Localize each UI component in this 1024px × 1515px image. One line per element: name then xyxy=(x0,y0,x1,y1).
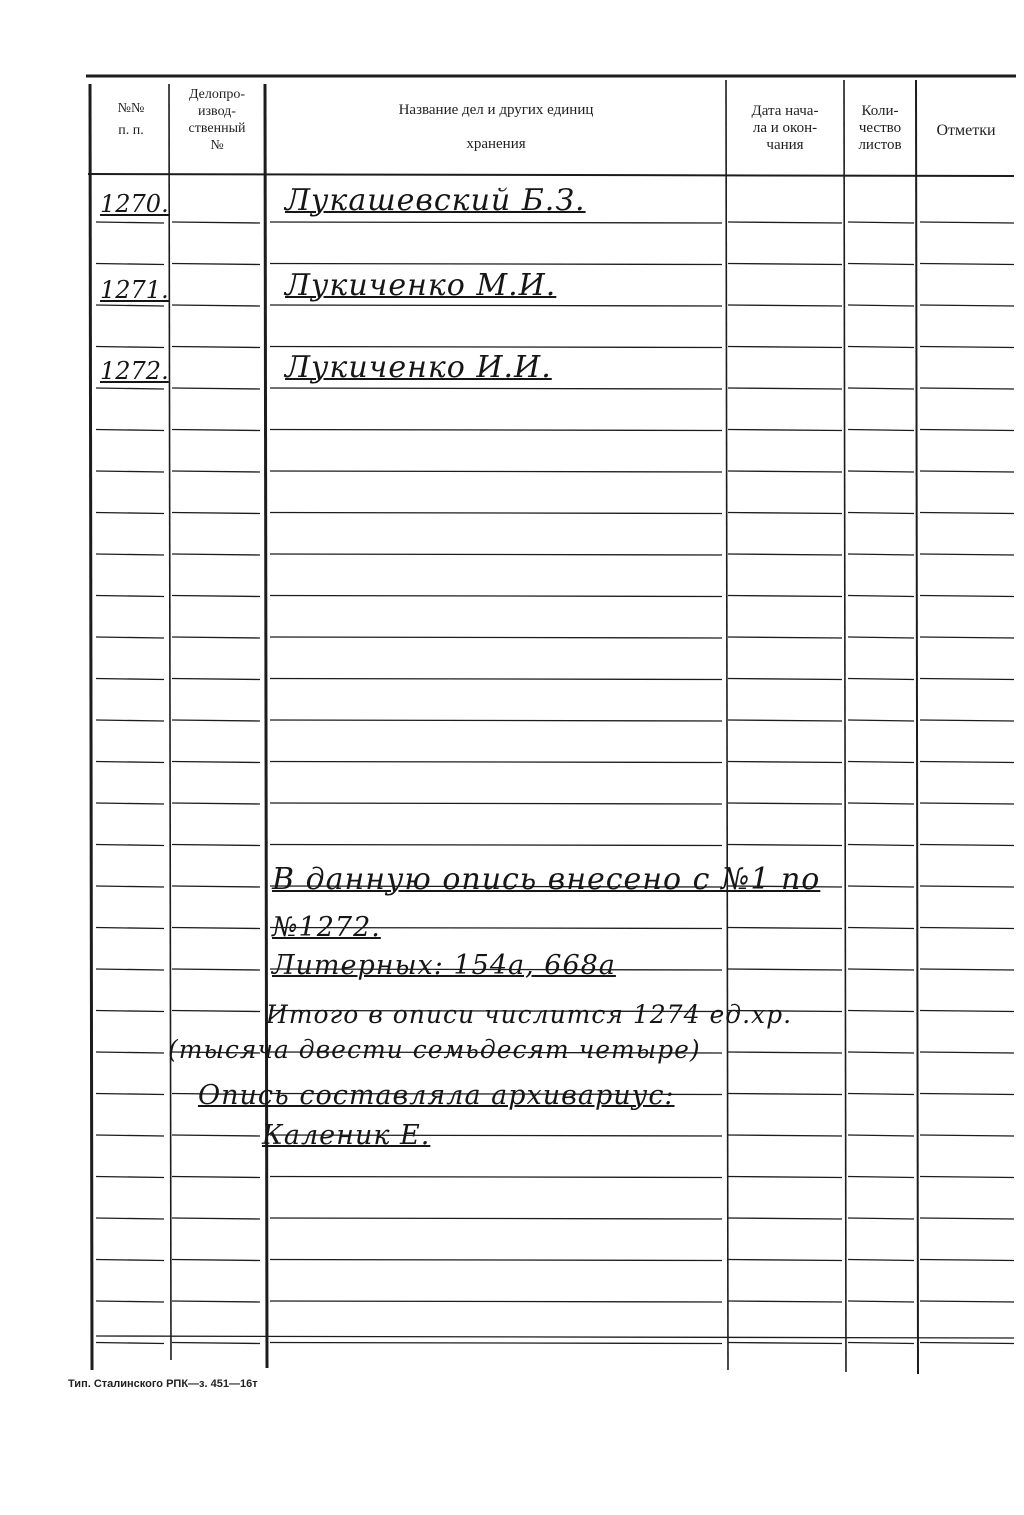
ruled-line xyxy=(848,762,914,763)
ruled-line xyxy=(848,845,914,846)
ruled-line xyxy=(96,1094,164,1095)
ruled-line xyxy=(172,886,260,887)
ruled-line xyxy=(920,803,1014,804)
ruled-line xyxy=(728,430,842,431)
ruled-line xyxy=(728,1260,842,1261)
ruled-line xyxy=(270,388,722,389)
ruled-line xyxy=(270,679,722,680)
ruled-line xyxy=(848,1177,914,1178)
ruled-line xyxy=(920,969,1014,970)
ruled-line xyxy=(96,720,164,721)
ruled-line xyxy=(96,969,164,970)
entry-title: Лукиченко М.И. xyxy=(285,268,557,303)
ruled-line xyxy=(920,305,1014,306)
closing-note-line: №1272. xyxy=(272,912,381,943)
ruled-line xyxy=(848,720,914,721)
ruled-line xyxy=(728,222,842,223)
header-title-line1: Название дел и других единиц xyxy=(398,102,594,118)
ruled-line xyxy=(848,388,914,389)
ruled-line xyxy=(920,1177,1014,1178)
ruled-line xyxy=(848,222,914,223)
ruled-line xyxy=(96,222,164,223)
ruled-line xyxy=(172,430,260,431)
column-divider xyxy=(169,84,171,1360)
ruled-line xyxy=(172,222,260,223)
ruled-line xyxy=(270,637,722,638)
ruled-line xyxy=(728,969,842,970)
closing-note-line: (тысяча двести семьдесят четыре) xyxy=(168,1035,701,1064)
ruled-line xyxy=(172,720,260,721)
ruled-line xyxy=(920,222,1014,223)
ruled-line xyxy=(848,305,914,306)
ruled-line xyxy=(270,430,722,431)
ruled-line xyxy=(848,347,914,348)
ruled-line xyxy=(920,347,1014,348)
ruled-line xyxy=(848,1052,914,1053)
entry-title: Лукиченко И.И. xyxy=(285,350,552,385)
ruled-line xyxy=(848,637,914,638)
ruled-line xyxy=(172,388,260,389)
ruled-line xyxy=(848,596,914,597)
closing-note-line: Каленик Е. xyxy=(262,1120,431,1151)
ruled-line xyxy=(920,637,1014,638)
ruled-line xyxy=(728,1094,842,1095)
ruled-line xyxy=(270,513,722,514)
ruled-line xyxy=(96,845,164,846)
ruled-line xyxy=(172,969,260,970)
ruled-line xyxy=(172,1343,260,1344)
ruled-line xyxy=(96,679,164,680)
ruled-line xyxy=(920,264,1014,265)
ruled-line xyxy=(270,347,722,348)
column-divider xyxy=(90,84,92,1370)
header-sheet-count: Коли- чество листов xyxy=(858,103,902,153)
ruled-line xyxy=(920,596,1014,597)
ruled-line xyxy=(920,762,1014,763)
ruled-line xyxy=(270,720,722,721)
column-divider xyxy=(726,80,728,1370)
ruled-line xyxy=(96,388,164,389)
ruled-line xyxy=(270,305,722,306)
column-divider xyxy=(916,80,918,1374)
ruled-line xyxy=(270,845,722,846)
ruled-line xyxy=(270,1343,722,1344)
ruled-line xyxy=(728,388,842,389)
ruled-line xyxy=(96,1177,164,1178)
header-bottom-rule xyxy=(88,174,1014,176)
ruled-line xyxy=(920,1135,1014,1136)
ruled-line xyxy=(96,1218,164,1219)
ruled-line xyxy=(920,1343,1014,1344)
ruled-line xyxy=(728,305,842,306)
ruled-line xyxy=(270,803,722,804)
ruled-line xyxy=(728,264,842,265)
ruled-line xyxy=(96,347,164,348)
ruled-line xyxy=(920,679,1014,680)
ruled-line xyxy=(920,388,1014,389)
ruled-line xyxy=(270,762,722,763)
ruled-line xyxy=(728,1052,842,1053)
ruled-line xyxy=(96,637,164,638)
ruled-line xyxy=(96,1301,164,1302)
ruled-line xyxy=(172,762,260,763)
header-number: №№ п. п. xyxy=(117,101,145,138)
ruled-line xyxy=(848,886,914,887)
ruled-line xyxy=(96,1343,164,1344)
ruled-line xyxy=(848,1343,914,1344)
ruled-line xyxy=(920,1094,1014,1095)
ruled-line xyxy=(728,554,842,555)
ruled-line xyxy=(96,513,164,514)
header-office-number: Делопро- извод- ственный № xyxy=(188,87,246,153)
ruled-line xyxy=(172,596,260,597)
entry-number: 1271. xyxy=(100,276,169,304)
ruled-line xyxy=(920,1260,1014,1261)
ruled-line xyxy=(270,264,722,265)
ruled-line xyxy=(172,1011,260,1012)
ruled-line xyxy=(172,1218,260,1219)
ruled-line xyxy=(728,679,842,680)
ruled-line xyxy=(172,305,260,306)
ruled-line xyxy=(728,596,842,597)
ruled-line xyxy=(728,928,842,929)
ruled-line xyxy=(270,596,722,597)
ruled-line xyxy=(96,803,164,804)
ruled-line xyxy=(920,1052,1014,1053)
header-notes: Отметки xyxy=(936,122,996,139)
ruled-line xyxy=(96,1135,164,1136)
ruled-line xyxy=(270,1218,722,1219)
ruled-line xyxy=(848,1011,914,1012)
ruled-line xyxy=(96,928,164,929)
ruled-line xyxy=(848,928,914,929)
ruled-line xyxy=(728,1135,842,1136)
ruled-line xyxy=(920,1218,1014,1219)
ruled-line xyxy=(920,1011,1014,1012)
ruled-line xyxy=(920,471,1014,472)
ruled-line xyxy=(848,471,914,472)
ruled-line xyxy=(270,471,722,472)
ruled-line xyxy=(96,305,164,306)
ruled-line xyxy=(728,845,842,846)
ruled-line xyxy=(848,1301,914,1302)
ruled-line xyxy=(96,430,164,431)
ruled-line xyxy=(848,513,914,514)
ruled-line xyxy=(270,554,722,555)
ruled-line xyxy=(172,637,260,638)
ruled-line xyxy=(848,264,914,265)
header-dates: Дата нача- ла и окон- чания xyxy=(751,103,819,153)
ruled-line xyxy=(848,969,914,970)
ruled-line xyxy=(848,679,914,680)
closing-note-line: Литерных: 154а, 668а xyxy=(272,950,616,981)
entry-title: Лукашевский Б.З. xyxy=(285,183,586,218)
ruled-line xyxy=(270,1301,722,1302)
ruled-line xyxy=(96,1011,164,1012)
ruled-line xyxy=(848,1218,914,1219)
ruled-line xyxy=(172,1177,260,1178)
ruled-line xyxy=(172,1135,260,1136)
ruled-line xyxy=(172,347,260,348)
ruled-line xyxy=(848,554,914,555)
ruled-line xyxy=(728,637,842,638)
ruled-line xyxy=(270,1260,722,1261)
ruled-line xyxy=(96,1052,164,1053)
ruled-line xyxy=(172,1301,260,1302)
ruled-line xyxy=(848,430,914,431)
ruled-line xyxy=(96,471,164,472)
ruled-line xyxy=(728,471,842,472)
ruled-line xyxy=(96,596,164,597)
print-imprint: Тип. Сталинского РПК—з. 451—16т xyxy=(68,1378,258,1390)
ruled-line xyxy=(172,845,260,846)
ruled-line xyxy=(96,762,164,763)
column-divider xyxy=(844,80,846,1372)
ruled-line xyxy=(172,471,260,472)
ruled-line xyxy=(920,928,1014,929)
column-divider xyxy=(265,84,267,1368)
ruled-line xyxy=(920,513,1014,514)
ruled-line xyxy=(920,720,1014,721)
ruled-line xyxy=(728,1343,842,1344)
ruled-line xyxy=(848,1135,914,1136)
ruled-line xyxy=(728,762,842,763)
ruled-line xyxy=(172,803,260,804)
ruled-line xyxy=(920,886,1014,887)
ruled-line xyxy=(848,1260,914,1261)
ruled-line xyxy=(728,1301,842,1302)
ruled-line xyxy=(96,1260,164,1261)
ruled-line xyxy=(728,1177,842,1178)
entry-number: 1270. xyxy=(100,190,169,218)
ruled-line xyxy=(728,803,842,804)
ruled-line xyxy=(920,845,1014,846)
ruled-line xyxy=(270,1177,722,1178)
ruled-line xyxy=(920,430,1014,431)
ruled-line xyxy=(96,554,164,555)
ruled-line xyxy=(172,1260,260,1261)
ruled-line xyxy=(920,1301,1014,1302)
ruled-line xyxy=(172,928,260,929)
ruled-line xyxy=(728,347,842,348)
ruled-line xyxy=(172,554,260,555)
ruled-line xyxy=(96,1336,1014,1338)
ruled-line xyxy=(270,222,722,223)
ruled-line xyxy=(848,803,914,804)
ruled-line xyxy=(96,886,164,887)
closing-note-line: Опись составляла архивариус: xyxy=(198,1080,675,1111)
ruled-line xyxy=(920,554,1014,555)
ruled-line xyxy=(96,264,164,265)
ruled-line xyxy=(172,679,260,680)
ruled-line xyxy=(172,264,260,265)
entry-number: 1272. xyxy=(100,357,169,385)
header-title-line2: хранения xyxy=(466,136,526,152)
ruled-line xyxy=(848,1094,914,1095)
ruled-line xyxy=(172,513,260,514)
ruled-line xyxy=(728,720,842,721)
ruled-line xyxy=(728,513,842,514)
ruled-line xyxy=(728,1218,842,1219)
closing-note-line: Итого в описи числится 1274 ед.хр. xyxy=(266,1000,793,1029)
closing-note-line: В данную опись внесено с №1 по xyxy=(272,862,821,897)
